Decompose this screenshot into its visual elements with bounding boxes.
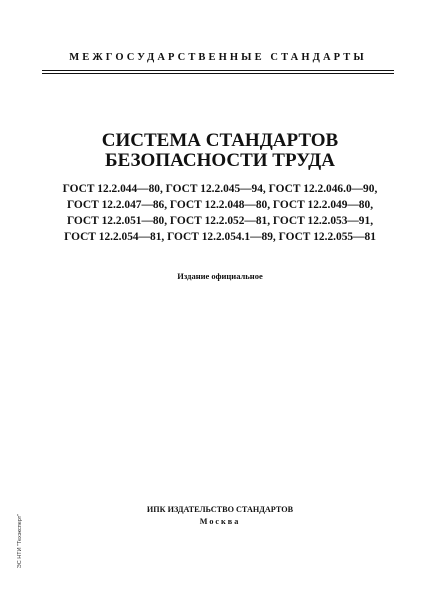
header-rule-thin bbox=[42, 73, 394, 74]
edition-note: Издание официальное bbox=[177, 271, 263, 281]
side-stamp: ЭС НТИ "Техэксперт" bbox=[17, 513, 23, 569]
standards-list-line: ГОСТ 12.2.054—81, ГОСТ 12.2.054.1—89, ГОСТ 12.2.055—81 bbox=[64, 231, 376, 243]
publisher-city: Москва bbox=[199, 517, 241, 526]
publisher-name: ИПК ИЗДАТЕЛЬСТВО СТАНДАРТОВ bbox=[146, 505, 294, 514]
header-rule-thick bbox=[42, 70, 394, 71]
series-header: МЕЖГОСУДАРСТВЕННЫЕ СТАНДАРТЫ bbox=[69, 52, 367, 63]
standards-list-line: ГОСТ 12.2.047—86, ГОСТ 12.2.048—80, ГОСТ 12.2.049—80, bbox=[66, 199, 374, 211]
standards-list-line: ГОСТ 12.2.051—80, ГОСТ 12.2.052—81, ГОСТ 12.2.053—91, bbox=[66, 215, 374, 227]
document-title-line-1: СИСТЕМА СТАНДАРТОВ bbox=[101, 130, 339, 151]
standards-list-line: ГОСТ 12.2.044—80, ГОСТ 12.2.045—94, ГОСТ 12.2.046.0—90, bbox=[62, 183, 378, 195]
document-title-line-2: БЕЗОПАСНОСТИ ТРУДА bbox=[105, 150, 335, 171]
